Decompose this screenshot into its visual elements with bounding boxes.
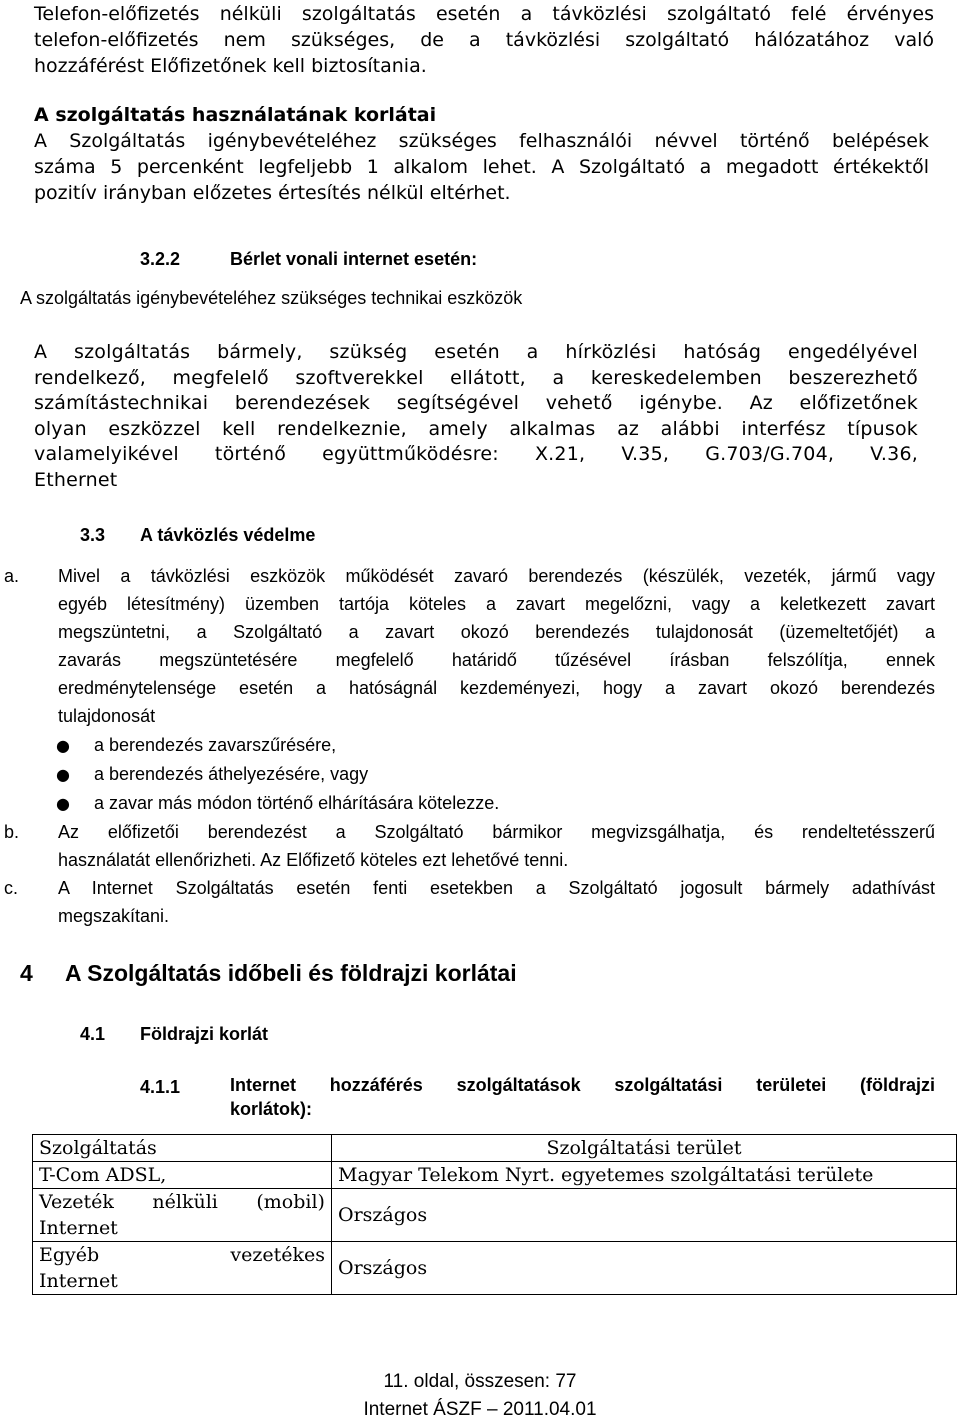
item-a-paragraph xyxy=(58,562,935,730)
service-word: Vezeték xyxy=(39,1191,114,1213)
item-a-line: Mivel a távközlési eszközök működését zavaró berendezés (készülék, vezeték, jármű vagy xyxy=(58,566,935,586)
item-a-line: eredménytelensége esetén a hatóságnál kezdeményezi, hogy a zavart okozó berendezés xyxy=(58,678,935,698)
intro-line: hozzáférést Előfizetőnek kell biztosítania. xyxy=(34,55,427,77)
service-line-justified xyxy=(39,1242,325,1268)
service-word: Egyéb xyxy=(39,1244,100,1266)
footer-document: Internet ÁSZF – 2011.04.01 xyxy=(363,1399,597,1420)
item-a-line: zavarás megszüntetésére megfelelő határidő tűzésével írásban felszólítja, ennek xyxy=(58,650,935,670)
item-a-line: tulajdonosát xyxy=(58,706,156,726)
table-header-row xyxy=(33,1135,957,1162)
bullet-item: a berendezés zavarszűrésére, xyxy=(94,735,337,755)
table-cell-area: Magyar Telekom Nyrt. egyetemes szolgáltatási területe xyxy=(332,1162,957,1189)
bullet-icon: ● xyxy=(56,765,70,784)
service-area-table xyxy=(32,1134,957,1295)
section-3-2-2-paragraph xyxy=(34,340,918,494)
section-4-1-1-number: 4.1.1 xyxy=(140,1077,181,1097)
body-line: valamelyikével történő együttműködésre: X.21, V.35, G.703/G.704, V.36, xyxy=(34,443,918,466)
limits-heading: A szolgáltatás használatának korlátai xyxy=(34,104,437,126)
limits-line: pozitív irányban előzetes értesítés nélkül eltérhet. xyxy=(34,182,511,204)
intro-paragraph xyxy=(34,1,934,79)
item-a-line: egyéb létesítmény) üzemben tartója köteles a zavart megelőzni, vagy a keletkezett zavart xyxy=(58,594,935,614)
section-4-1-1-title-line: korlátok): xyxy=(230,1099,313,1119)
section-4-1-1-title xyxy=(230,1073,935,1121)
item-label-c: c. xyxy=(4,878,19,898)
table-service-line2: Internet xyxy=(39,1270,118,1292)
section-4-1-number: 4.1 xyxy=(80,1024,106,1044)
table-cell-area: Országos xyxy=(332,1189,957,1242)
table-row xyxy=(33,1189,957,1242)
intro-line: telefon-előfizetés nem szükséges, de a távközlési szolgáltató hálózatához való xyxy=(34,29,934,51)
table-cell-area: Országos xyxy=(332,1242,957,1295)
limits-line: A Szolgáltatás igénybevételéhez szükséges felhasználói névvel történő belépések xyxy=(34,130,929,152)
table-row xyxy=(33,1162,957,1189)
section-3-2-2-number: 3.2.2 xyxy=(140,249,181,269)
body-line: Ethernet xyxy=(34,468,118,491)
service-line-justified xyxy=(39,1189,325,1215)
section-3-2-2-title: Bérlet vonali internet esetén: xyxy=(230,249,478,269)
item-a-line: megszüntetni, a Szolgáltató a zavart okozó berendezés tulajdonosát (üzemeltetőjét) a xyxy=(58,622,935,642)
body-line: számítástechnikai berendezések segítségével vehető igénybe. Az előfizetőnek xyxy=(34,392,918,415)
section-4-1-1-title-line: Internet hozzáférés szolgáltatások szolgáltatási területei (földrajzi xyxy=(230,1075,935,1095)
item-label-a: a. xyxy=(4,566,20,586)
intro-line: Telefon-előfizetés nélküli szolgáltatás esetén a távközlési szolgáltató felé érvényes xyxy=(34,3,934,25)
item-c-line: A Internet Szolgáltatás esetén fenti esetekben a Szolgáltató jogosult bármely adathívást xyxy=(58,878,935,898)
item-label-b: b. xyxy=(4,822,20,842)
item-b-line: használatát ellenőrizheti. Az Előfizető köteles ezt lehetővé tenni. xyxy=(58,850,569,870)
section-4-number: 4 xyxy=(20,960,33,986)
body-line: rendelkező, megfelelő szoftverekkel ellátott, a kereskedelemben beszerezhető xyxy=(34,366,918,389)
section-3-3-number: 3.3 xyxy=(80,525,106,545)
item-b-line: Az előfizetői berendezést a Szolgáltató bármikor megvizsgálhatja, és rendeltetésszerű xyxy=(58,822,935,842)
footer-page-count: 11. oldal, összesen: 77 xyxy=(383,1371,577,1392)
table-row xyxy=(33,1242,957,1295)
bullet-icon: ● xyxy=(56,794,70,813)
item-b-paragraph xyxy=(58,818,935,874)
service-word: vezetékes xyxy=(230,1244,325,1266)
item-c-paragraph xyxy=(58,874,935,930)
table-service-line2: Internet xyxy=(39,1217,118,1239)
section-3-3-title: A távközlés védelme xyxy=(140,525,316,545)
table-header-cell: Szolgáltatási terület xyxy=(332,1135,957,1162)
section-4-1-title: Földrajzi korlát xyxy=(140,1024,269,1044)
table-cell-service xyxy=(33,1242,332,1295)
table-cell-service: T-Com ADSL, xyxy=(33,1162,332,1189)
table-cell-service xyxy=(33,1189,332,1242)
section-3-2-2-subtitle: A szolgáltatás igénybevételéhez szükséges technikai eszközök xyxy=(20,288,523,308)
item-c-line: megszakítani. xyxy=(58,906,170,926)
table-header-cell: Szolgáltatás xyxy=(33,1135,332,1162)
section-4-title: A Szolgáltatás időbeli és földrajzi korlátai xyxy=(65,960,517,986)
bullet-item: a zavar más módon történő elhárítására kötelezze. xyxy=(94,793,500,813)
limits-line: száma 5 percenként legfeljebb 1 alkalom lehet. A Szolgáltató a megadott értékektől xyxy=(34,156,929,178)
service-word: nélküli xyxy=(152,1191,218,1213)
bullet-icon: ● xyxy=(56,736,70,755)
service-word: (mobil) xyxy=(256,1191,325,1213)
limits-paragraph xyxy=(34,128,929,206)
body-line: A szolgáltatás bármely, szükség esetén a hírközlési hatóság engedélyével xyxy=(34,341,918,363)
body-line: olyan eszközzel kell rendelkeznie, amely alkalmas az alábbi interfész típusok xyxy=(34,417,918,440)
bullet-item: a berendezés áthelyezésére, vagy xyxy=(94,764,369,784)
